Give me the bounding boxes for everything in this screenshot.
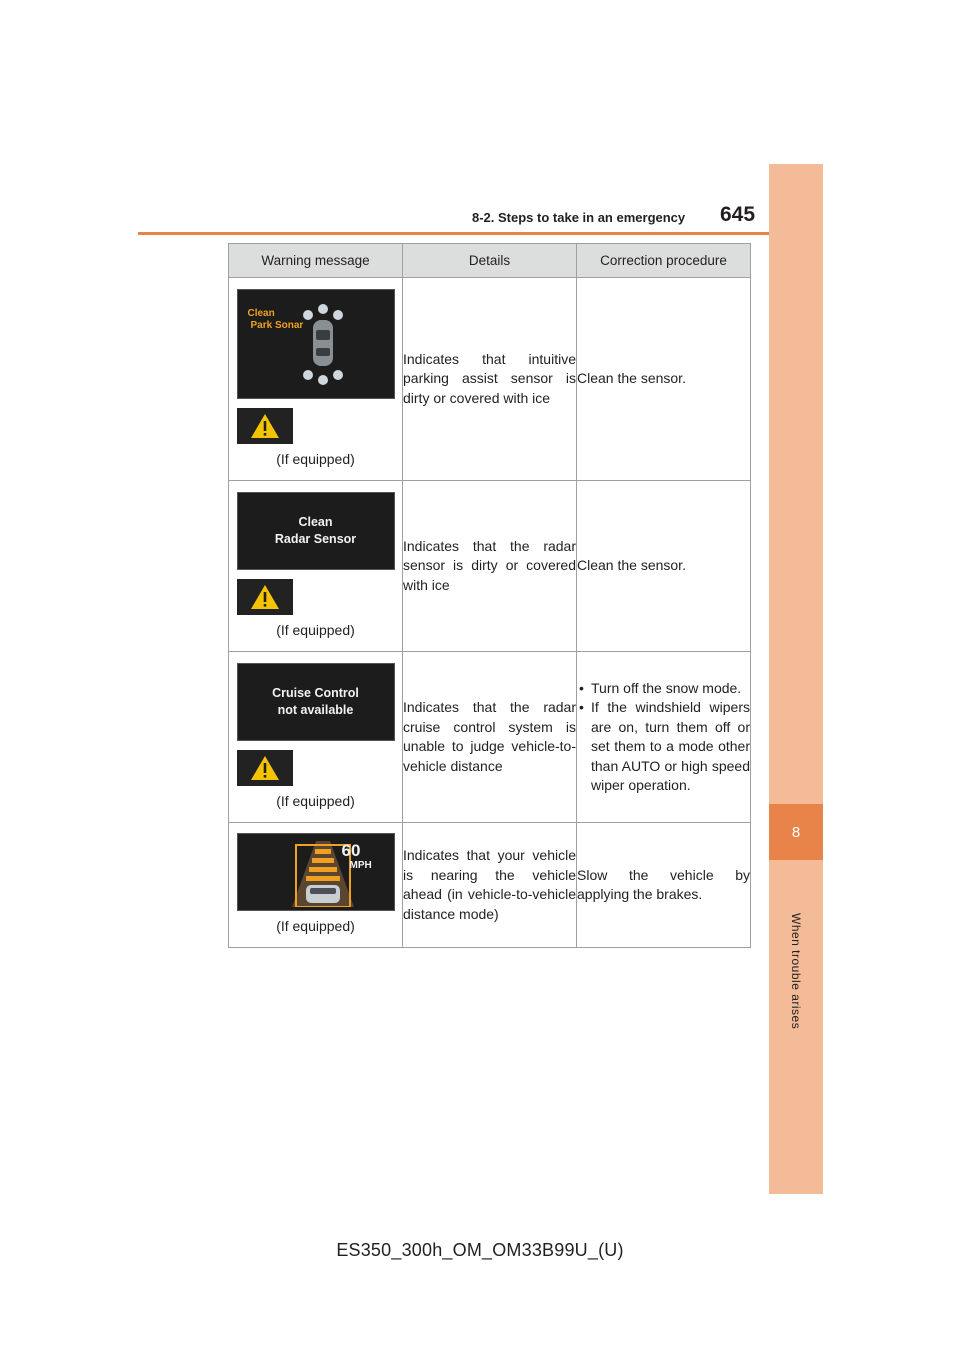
warning-triangle-icon <box>237 408 293 444</box>
correction-cell: Slow the vehicle by applying the brakes. <box>577 823 751 948</box>
warning-triangle-icon <box>237 579 293 615</box>
list-item: • Turn off the snow mode. <box>577 679 750 699</box>
cruise-control-display <box>237 663 395 741</box>
table-row <box>229 278 751 481</box>
display-text-line2: Park Sonar <box>250 319 304 331</box>
car-sensor-icon <box>293 300 353 390</box>
warning-message-cell <box>229 278 403 481</box>
equipment-note: (If equipped) <box>276 621 355 638</box>
table-row <box>229 652 751 823</box>
column-header-warning: Warning message <box>229 244 403 278</box>
correction-cell: Clean the sensor. <box>577 278 751 481</box>
display-text-line1: Cruise Control <box>272 685 359 700</box>
side-tab <box>769 164 823 1194</box>
display-text-line2: not available <box>277 702 354 717</box>
distance-warning-display <box>237 833 395 911</box>
table-row <box>229 481 751 652</box>
column-header-correction: Correction procedure <box>577 244 751 278</box>
correction-cell <box>577 652 751 823</box>
equipment-note: (If equipped) <box>276 918 355 935</box>
equipment-note: (If equipped) <box>276 450 355 467</box>
speed-unit: MPH <box>349 860 372 872</box>
display-text-line1: Clean <box>298 514 333 529</box>
park-sonar-display <box>237 289 395 399</box>
correction-list <box>577 679 750 796</box>
warning-message-cell <box>229 481 403 652</box>
details-cell: Indicates that the radar cruise control system is unable to judge vehicle-to-vehicle distance <box>403 652 577 823</box>
column-header-details: Details <box>403 244 577 278</box>
table-header-row <box>229 244 751 278</box>
table-row <box>229 823 751 948</box>
display-text-line2: Radar Sensor <box>274 531 357 546</box>
header-rule <box>138 232 823 235</box>
radar-sensor-display <box>237 492 395 570</box>
document-footer: ES350_300h_OM_OM33B99U_(U) <box>336 1240 624 1260</box>
details-cell: Indicates that your vehicle is nearing the vehicle ahead (in vehicle-to-vehicle distance mode) <box>403 823 577 948</box>
chapter-title: When trouble arises <box>789 913 803 1030</box>
page-number: 645 <box>720 203 756 226</box>
equipment-note: (If equipped) <box>276 792 355 809</box>
warning-triangle-icon <box>237 750 293 786</box>
speed-value: 60 <box>341 841 361 861</box>
warning-table <box>228 243 751 948</box>
details-cell: Indicates that the radar sensor is dirty or covered with ice <box>403 481 577 652</box>
warning-message-cell <box>229 823 403 948</box>
section-title: 8-2. Steps to take in an emergency <box>472 210 686 225</box>
chapter-number-box: 8 <box>769 804 823 860</box>
warning-message-cell <box>229 652 403 823</box>
details-cell: Indicates that intuitive parking assist sensor is dirty or covered with ice <box>403 278 577 481</box>
list-item: • If the windshield wipers are on, turn them off or set them to a mode other than AUTO or high speed wiper operation. <box>577 698 750 796</box>
display-text-line1: Clean <box>247 307 275 319</box>
correction-cell: Clean the sensor. <box>577 481 751 652</box>
